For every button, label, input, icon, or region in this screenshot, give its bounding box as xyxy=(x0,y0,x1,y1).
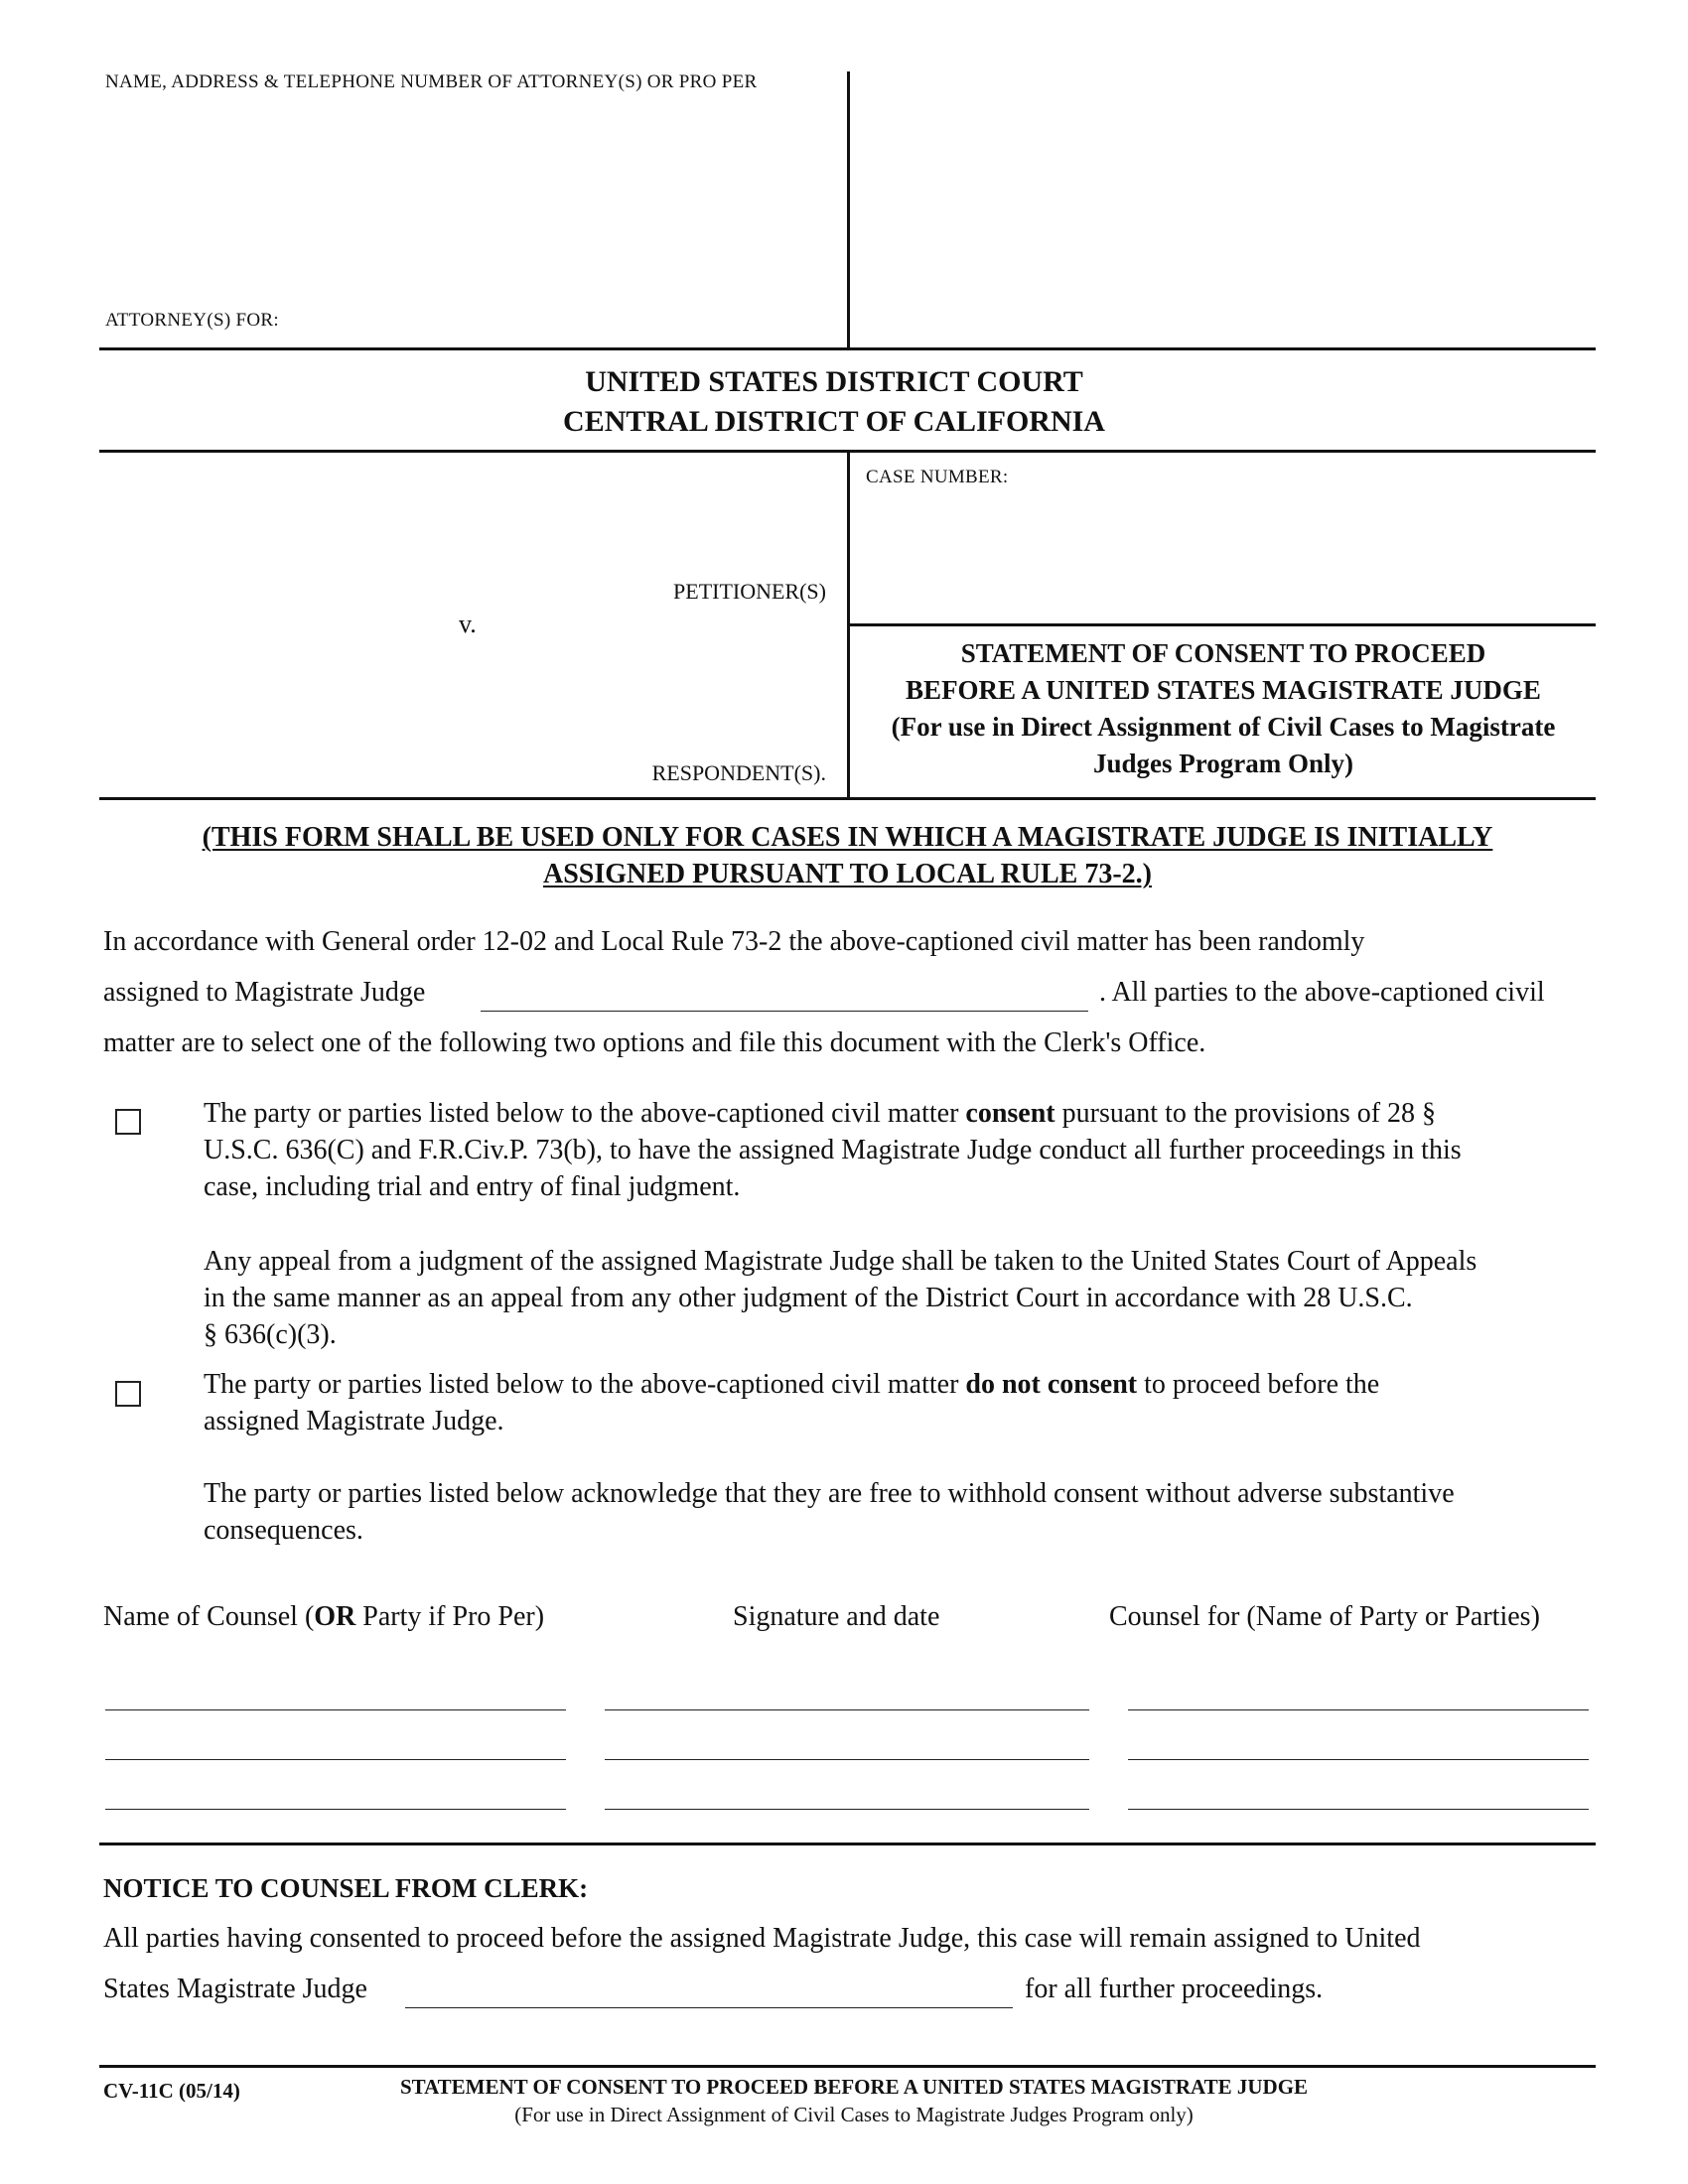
column-header-counsel-name xyxy=(103,1598,544,1635)
no-consent-line1 xyxy=(204,1366,1594,1403)
consent-checkbox[interactable] xyxy=(115,1109,141,1135)
appeal-line2: in the same manner as an appeal from any other judgment of the District Court in accordance with 28 U.S.C. xyxy=(204,1283,1413,1313)
counsel-for-line-2[interactable] xyxy=(1128,1759,1589,1760)
consent-line2: U.S.C. 636(C) and F.R.Civ.P. 73(b), to have the assigned Magistrate Judge conduct all further proceedings in this xyxy=(204,1135,1462,1165)
intro-line3: matter are to select one of the following two options and file this document with the Clerk's Office. xyxy=(103,1027,1206,1058)
clerk-notice-line2-before: States Magistrate Judge xyxy=(103,1974,367,2004)
form-title-line3: (For use in Direct Assignment of Civil Cases to Magistrate xyxy=(891,712,1556,742)
signature-date-line-2[interactable] xyxy=(605,1759,1089,1760)
column-header-signature: Signature and date xyxy=(733,1601,940,1632)
counsel-name-line-1[interactable] xyxy=(105,1709,566,1710)
clerk-section-rule xyxy=(99,1843,1596,1845)
form-title xyxy=(851,635,1596,782)
acknowledge-line1: The party or parties listed below acknowledge that they are free to withhold consent without adverse substantive xyxy=(204,1478,1455,1509)
attorneys-for-field[interactable] xyxy=(308,303,834,337)
header-rule-top xyxy=(99,347,1596,350)
court-name-line2: CENTRAL DISTRICT OF CALIFORNIA xyxy=(563,405,1105,438)
appeal-paragraph xyxy=(204,1243,1594,1353)
intro-line2-before: assigned to Magistrate Judge xyxy=(103,977,426,1008)
consent-line1-after: pursuant to the provisions of 28 § xyxy=(1055,1098,1437,1129)
consent-line3: case, including trial and entry of final judgment. xyxy=(204,1171,741,1202)
form-title-line1: STATEMENT OF CONSENT TO PROCEED xyxy=(960,638,1486,668)
no-consent-line1-before: The party or parties listed below to the above-captioned civil matter xyxy=(204,1369,966,1400)
footer-subtitle: (For use in Direct Assignment of Civil Cases to Magistrate Judges Program only) xyxy=(514,2103,1194,2126)
attorney-info-field[interactable] xyxy=(105,99,830,298)
no-consent-line1-after: to proceed before the xyxy=(1137,1369,1380,1400)
clerk-notice-heading: NOTICE TO COUNSEL FROM CLERK: xyxy=(103,1873,589,1903)
respondent-name-field[interactable] xyxy=(105,645,830,754)
usage-notice-banner xyxy=(99,819,1596,892)
footer-rule xyxy=(99,2065,1596,2068)
footer-title: STATEMENT OF CONSENT TO PROCEED BEFORE A UNITED STATES MAGISTRATE JUDGE xyxy=(399,2075,1309,2099)
appeal-line3: § 636(c)(3). xyxy=(204,1319,337,1350)
consent-line1-before: The party or parties listed below to the above-captioned civil matter xyxy=(204,1098,966,1129)
signature-date-line-1[interactable] xyxy=(605,1709,1089,1710)
attorney-block-divider xyxy=(847,71,850,349)
form-title-line4: Judges Program Only) xyxy=(1093,749,1353,778)
court-name xyxy=(99,362,1569,442)
no-consent-checkbox[interactable] xyxy=(115,1381,141,1407)
clerk-magistrate-judge-input[interactable] xyxy=(405,1971,1013,2008)
col1-after: Party if Pro Per) xyxy=(355,1601,545,1632)
case-number-rule xyxy=(849,623,1596,626)
col1-or: OR xyxy=(314,1601,356,1632)
signature-date-line-3[interactable] xyxy=(605,1809,1089,1810)
acknowledge-paragraph xyxy=(204,1475,1594,1549)
court-name-line1: UNITED STATES DISTRICT COURT xyxy=(585,365,1083,398)
form-title-line2: BEFORE A UNITED STATES MAGISTRATE JUDGE xyxy=(906,675,1541,705)
magistrate-judge-input[interactable] xyxy=(481,974,1088,1012)
respondent-label: RESPONDENT(S). xyxy=(651,760,826,785)
counsel-name-line-3[interactable] xyxy=(105,1809,566,1810)
acknowledge-line2: consequences. xyxy=(204,1515,363,1546)
attorney-name-label: NAME, ADDRESS & TELEPHONE NUMBER OF ATTORNEY(S) OR PRO PER xyxy=(105,71,758,92)
versus-label: v. xyxy=(459,610,477,638)
clerk-notice-line1: All parties having consented to proceed before the assigned Magistrate Judge, this case will remain assigned to United xyxy=(103,1923,1421,1954)
court-use-area xyxy=(856,71,1591,344)
no-consent-paragraph xyxy=(204,1366,1594,1439)
petitioner-label: PETITIONER(S) xyxy=(673,579,826,604)
caption-rule-bottom xyxy=(99,797,1596,800)
case-number-input[interactable] xyxy=(866,496,1581,615)
consent-line1 xyxy=(204,1095,1594,1132)
consent-keyword: consent xyxy=(965,1098,1055,1129)
intro-line1: In accordance with General order 12-02 and Local Rule 73-2 the above-captioned civil matter has been randomly xyxy=(103,926,1365,957)
petitioner-name-field[interactable] xyxy=(105,462,830,566)
clerk-notice-line2-after: for all further proceedings. xyxy=(1025,1974,1324,2004)
appeal-line1: Any appeal from a judgment of the assigned Magistrate Judge shall be taken to the United States Court of Appeals xyxy=(204,1246,1477,1277)
usage-notice-line2: ASSIGNED PURSUANT TO LOCAL RULE 73-2.) xyxy=(542,859,1153,889)
no-consent-line2: assigned Magistrate Judge. xyxy=(204,1406,504,1436)
col1-before: Name of Counsel ( xyxy=(103,1601,315,1632)
counsel-name-line-2[interactable] xyxy=(105,1759,566,1760)
counsel-for-line-1[interactable] xyxy=(1128,1709,1589,1710)
footer-title-block xyxy=(298,2073,1410,2128)
consent-paragraph xyxy=(204,1095,1594,1205)
form-number: CV-11C (05/14) xyxy=(103,2079,240,2103)
no-consent-keyword: do not consent xyxy=(965,1369,1138,1400)
counsel-for-line-3[interactable] xyxy=(1128,1809,1589,1810)
column-header-counsel-for: Counsel for (Name of Party or Parties) xyxy=(1109,1601,1540,1632)
usage-notice-line1: (THIS FORM SHALL BE USED ONLY FOR CASES IN WHICH A MAGISTRATE JUDGE IS INITIALLY xyxy=(202,822,1493,853)
attorneys-for-label: ATTORNEY(S) FOR: xyxy=(105,310,279,331)
intro-line2-after: . All parties to the above-captioned civil xyxy=(1099,977,1545,1008)
case-number-label: CASE NUMBER: xyxy=(866,467,1009,487)
